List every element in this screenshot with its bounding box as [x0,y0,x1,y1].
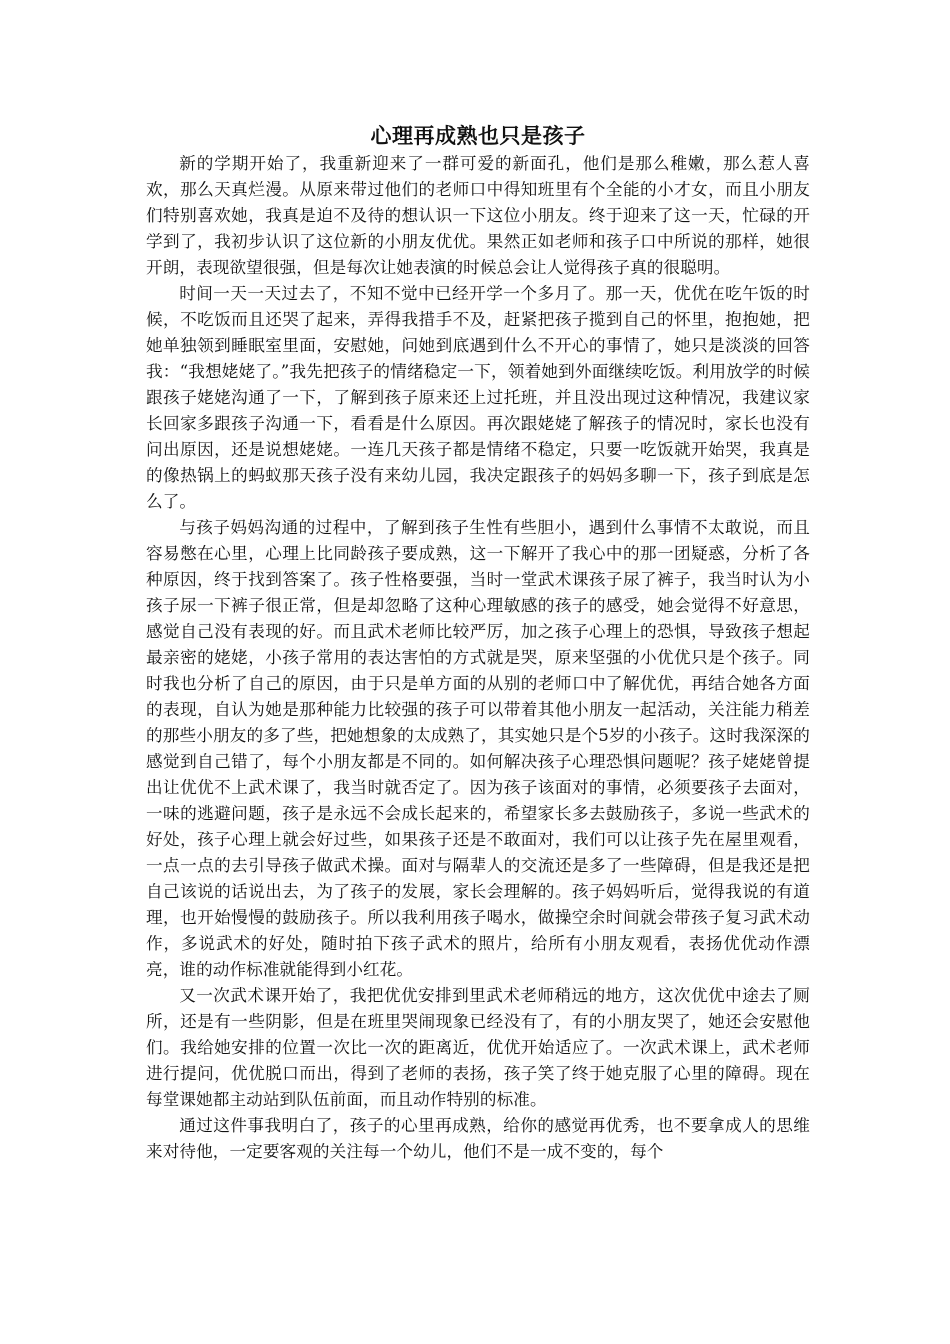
paragraph-1: 新的学期开始了，我重新迎来了一群可爱的新面孔，他们是那么稚嫩，那么惹人喜欢，那么天真烂漫。从原来带过他们的老师口中得知班里有个全能的小才女，而且小朋友们特别喜欢她，我真是迫不及待的想认识一下这位小朋友。终于迎来了这一天，忙碌的开学到了，我初步认识了这位新的小朋友优优。果然正如老师和孩子口中所说的那样，她很开朗，表现欲望很强，但是每次让她表演的时候总会让人觉得孩子真的很聪明。 [146,154,810,277]
paragraph-5: 通过这件事我明白了，孩子的心里再成熟，给你的感觉再优秀，也不要拿成人的思维来对待他，一定要客观的关注每一个幼儿，他们不是一成不变的，每个 [146,1116,810,1161]
paragraph-4: 又一次武术课开始了，我把优优安排到里武术老师稍远的地方，这次优优中途去了厕所，还是有一些阴影，但是在班里哭闹现象已经没有了，有的小朋友哭了，她还会安慰他们。我给她安排的位置一次比一次的距离近，优优开始适应了。一次武术课上，武术老师进行提问，优优脱口而出，得到了老师的表扬，孩子笑了终于她克服了心里的障碍。现在每堂课她都主动站到队伍前面，而且动作特别的标准。 [146,986,810,1109]
paragraph-3: 与孩子妈妈沟通的过程中，了解到孩子生性有些胆小，遇到什么事情不太敢说，而且容易憋在心里，心理上比同龄孩子要成熟，这一下解开了我心中的那一团疑惑，分析了各种原因，终于找到答案了。孩子性格要强，当时一堂武术课孩子尿了裤子，我当时认为小孩子尿一下裤子很正常，但是却忽略了这种心理敏感的孩子的感受，她会觉得不好意思，感觉自己没有表现的好。而且武术老师比较严厉，加之孩子心理上的恐惧，导致孩子想起最亲密的姥姥，小孩子常用的表达害怕的方式就是哭，原来坚强的小优优只是个孩子。同时我也分析了自己的原因，由于只是单方面的从别的老师口中了解优优，再结合她各方面的表现，自认为她是那种能力比较强的孩子可以带着其他小朋友一起活动，关注能力稍差的那些小朋友的多了些，把她想象的太成熟了，其实她只是个5岁的小孩子。这时我深深的感觉到自己错了，每个小朋友都是不同的。如何解决孩子心理恐惧问题呢？孩子姥姥曾提出让优优不上武术课了，我当时就否定了。因为孩子该面对的事情，必须要孩子去面对，一味的逃避问题，孩子是永远不会成长起来的，希望家长多去鼓励孩子，多说一些武术的好处，孩子心理上就会好过些，如果孩子还是不敢面对，我们可以让孩子先在屋里观看，一点一点的去引导孩子做武术操。面对与隔辈人的交流还是多了一些障碍，但是我还是把自己该说的话说出去，为了孩子的发展，家长会理解的。孩子妈妈听后，觉得我说的有道理，也开始慢慢的鼓励孩子。所以我利用孩子喝水，做操空余时间就会带孩子复习武术动作，多说武术的好处，随时拍下孩子武术的照片，给所有小朋友观看，表扬优优动作漂亮，谁的动作标准就能得到小红花。 [146,518,810,979]
paragraph-2: 时间一天一天过去了，不知不觉中已经开学一个多月了。那一天，优优在吃午饭的时候，不吃饭而且还哭了起来，弄得我措手不及，赶紧把孩子揽到自己的怀里，抱抱她，把她单独领到睡眠室里面，安慰她，问她到底遇到什么不开心的事情了，她只是淡淡的回答我：“我想姥姥了。”我先把孩子的情绪稳定一下，领着她到外面继续吃饭。利用放学的时候跟孩子姥姥沟通了一下，了解到孩子原来还上过托班，并且没出现过这种情况，我建议家长回家多跟孩子沟通一下，看看是什么原因。再次跟姥姥了解孩子的情况时，家长也没有问出原因，还是说想姥姥。一连几天孩子都是情绪不稳定，只要一吃饭就开始哭，我真是的像热锅上的蚂蚁那天孩子没有来幼儿园，我决定跟孩子的妈妈多聊一下，孩子到底是怎么了。 [146,284,810,511]
document-body [146,121,810,1165]
document-title: 心理再成熟也只是孩子 [370,123,586,148]
